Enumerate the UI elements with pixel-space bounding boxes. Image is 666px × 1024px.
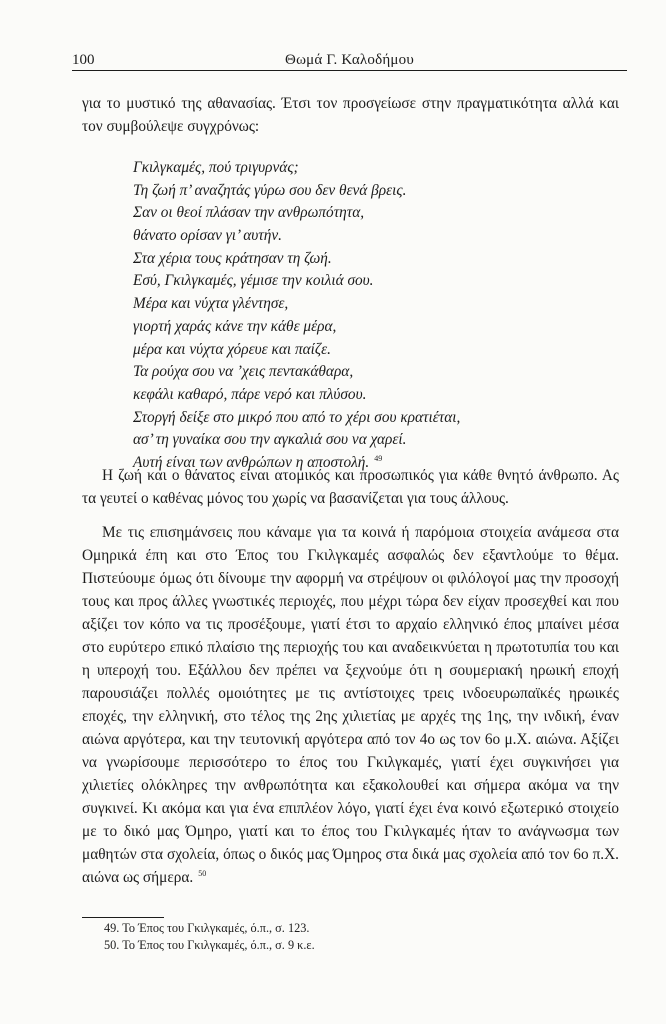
poem-line-text: Αυτή είναι των ανθρώπων η αποστολή. xyxy=(133,453,370,471)
poem-line: Στοργή δείξε στο μικρό που από το χέρι σου κρατιέται, xyxy=(133,408,461,426)
page-number: 100 xyxy=(72,52,95,68)
poem-line: Γκιλγκαμές, πού τριγυρνάς; xyxy=(133,159,299,176)
poem-line: Στα χέρια τους κράτησαν τη ζωή. xyxy=(133,249,332,267)
paragraph-homer-gilgamesh: Με τις επισημάνσεις που κάναμε για τα κοινά ή παρόμοια στοιχεία ανάμεσα στα Ομηρικά έπη και στο Έπος του Γκιλγκαμές ασφαλώς δεν εξαντλούμε το θέμα. Πιστεύουμε όμως ότι δίνουμε την αφορμή να στρέψουν οι φιλόλογοί μας την προσοχή τους και προς άλλες γνωστικές περιοχές, που μέχρι τώρα δεν είχαν προσεχθεί και που αξίζει τον κόπο να τις προσέξουμε, γιατί έτσι το αρχαίο ελληνικό έπος μπαίνει μέσα στο ευρύτερο επικό πλαίσιο της περιοχής του και αναδεικνύεται η πρωτοτυπία του και η υπεροχή του. Εξάλλου δεν πρέπει να ξεχνούμε ότι η σουμεριακή ηρωική εποχή παρουσιάζει πολλές ομοιότητες με τις αντίστοιχες τρεις ινδοευρωπαϊκές ηρωικές εποχές, την ελληνική, στο τέλος της 2ης χιλιετίας με αρχές της 1ης, την ινδική, έναν αιώνα αργότερα, και την τευτονική αργότερα από τον 4ο ως τον 6ο μ.Χ. αιώνα. Αξίζει να γνωρίσουμε περισσότερο το έπος του Γκιλγκαμές, γιατί έχει συγκινήσει για χιλιετίες ολόκληρες την ανθρωπότητα και εξακολουθεί και σήμερα ακόμα να την συγκινεί. Κι ακόμα και για ένα επιπλέον λόγο, γιατί έχει ένα κοινό εξωτερικό στοιχείο με το δικό μας Όμηρο, γιατί και το έπος του Γκιλγκαμές ήταν το ανάγνωσμα των μαθητών στα σχολεία, όπως ο δικός μας Όμηρος στα δικά μας σχολεία από τον 6ο π.Χ. αιώνα ως σήμερα. $^{50}$ xyxy=(82,524,619,886)
poem-line: γιορτή χαράς κάνε την κάθε μέρα, xyxy=(133,317,337,335)
intro-paragraph: για το μυστικό της αθανασίας. Έτσι τον προσγείωσε στην πραγματικότητα αλλά και τον συμβούλεψε συγχρόνως: xyxy=(82,95,619,135)
poem-line: Μέρα και νύχτα γλέντησε, xyxy=(133,295,289,313)
footnote-49: 49. Το Έπος του Γκιλγκαμές, ό.π., σ. 123. xyxy=(104,921,310,935)
paragraph-life-death: Η ζωή και ο θάνατος είναι ατομικός και προσωπικός για κάθε θνητό άνθρωπο. Ας τα γευτεί ο καθένας μόνος του χωρίς να βασανίζεται για τους άλλους. xyxy=(82,467,619,507)
footnote-ref-49[interactable]: 49 xyxy=(374,453,383,463)
poem-block xyxy=(133,157,573,475)
poem-line: Τη ζωή π’ αναζητάς γύρω σου δεν θενά βρεις. xyxy=(133,181,407,199)
poem-line: θάνατο ορίσαν γι’ αυτήν. xyxy=(133,227,282,245)
footnotes xyxy=(104,920,604,954)
poem-line: κεφάλι καθαρό, πάρε νερό και πλύσου. xyxy=(133,385,367,403)
poem-line: ασ’ τη γυναίκα σου την αγκαλιά σου να χαρεί. xyxy=(133,431,407,449)
running-head: Θωμά Γ. Καλοδήμου xyxy=(285,52,414,68)
page-header xyxy=(72,50,627,70)
footnote-ref-50[interactable]: 50 xyxy=(198,868,207,878)
poem-line: Εσύ, Γκιλγκαμές, γέμισε την κοιλιά σου. xyxy=(133,272,374,290)
footnote-rule xyxy=(82,917,164,918)
poem-line: Τα ρούχα σου να ’χεις πεντακάθαρα, xyxy=(133,363,354,381)
header-rule xyxy=(72,70,627,71)
poem-line: Σαν οι θεοί πλάσαν την ανθρωπότητα, xyxy=(133,204,365,222)
poem-line: μέρα και νύχτα χόρευε και παίζε. xyxy=(133,340,331,358)
footnote-50: 50. Το Έπος του Γκιλγκαμές, ό.π., σ. 9 κ.ε. xyxy=(104,938,315,952)
